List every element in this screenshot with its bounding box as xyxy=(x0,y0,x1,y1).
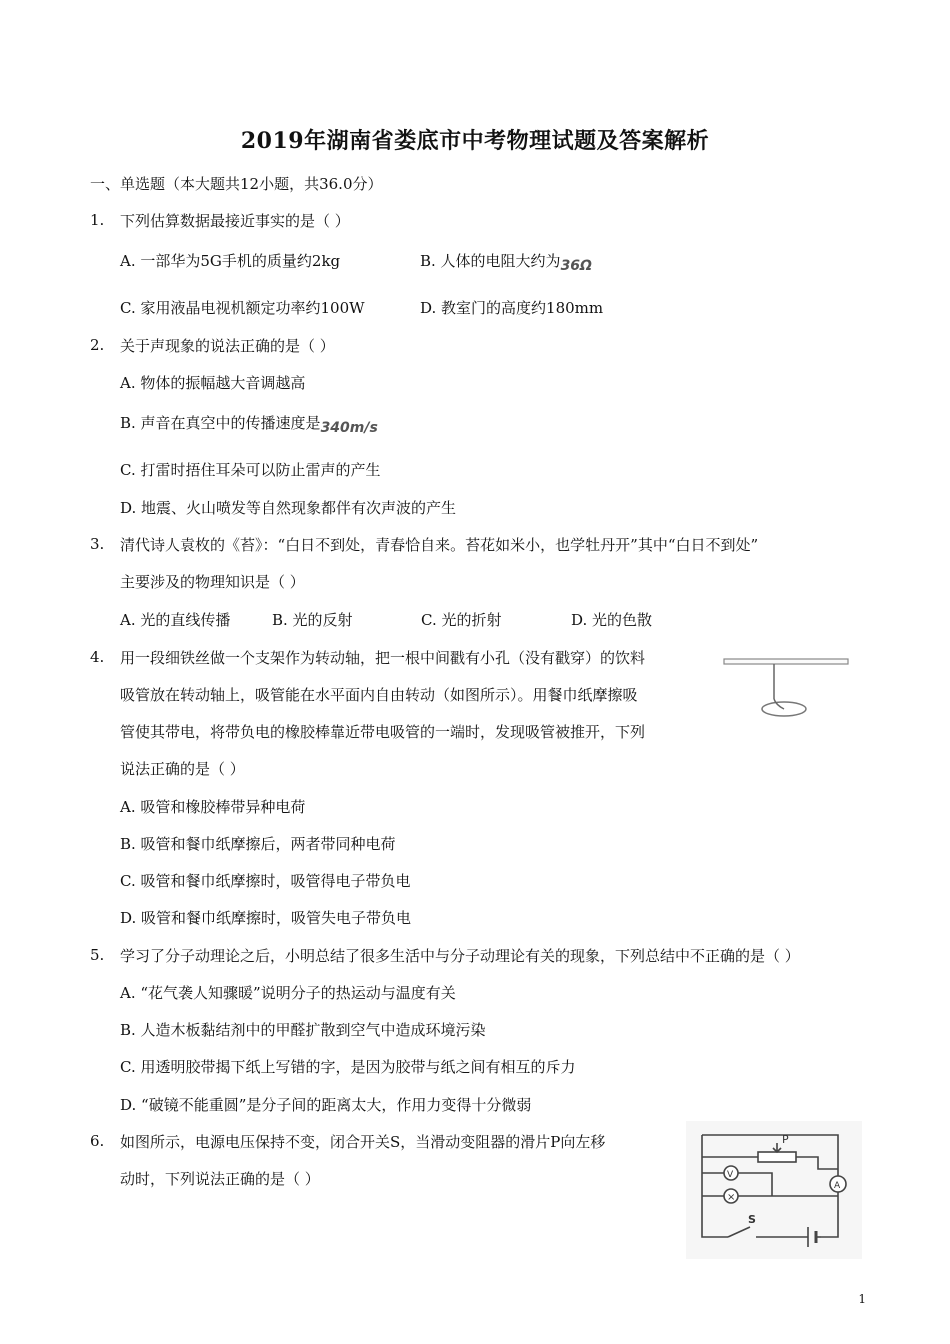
q4-stem-line2: 吸管放在转动轴上，吸管能在水平面内自由转动（如图所示）。用餐巾纸摩擦吸 xyxy=(120,686,638,704)
q5-option-c: C. 用透明胶带揭下纸上写错的字，是因为胶带与纸之间有相互的斥力 xyxy=(120,1058,576,1076)
q4-option-a: A. 吸管和橡胶棒带异种电荷 xyxy=(120,798,306,816)
lamp-label: × xyxy=(727,1192,736,1203)
q1-option-b xyxy=(420,251,592,272)
q1-number: 1. xyxy=(90,211,105,229)
voltmeter-label: V xyxy=(727,1170,734,1180)
q1-stem: 下列估算数据最接近事实的是（ ） xyxy=(120,212,350,230)
rheostat xyxy=(758,1152,796,1162)
q3-option-b: B. 光的反射 xyxy=(272,611,353,629)
q3-option-a: A. 光的直线传播 xyxy=(120,611,231,629)
q3-option-d: D. 光的色散 xyxy=(571,611,653,629)
q1-option-b-text: B. 人体的电阻大约为 xyxy=(420,252,561,270)
section-heading: 一、单选题（本大题共12小题，共36.0分） xyxy=(90,175,383,193)
switch-label: S xyxy=(748,1213,756,1226)
q3-stem-line1: 清代诗人袁枚的《苔》：“白日不到处，青春恰自来。苔花如米小，也学牡丹开”其中“白日不到处” xyxy=(120,536,759,554)
wire-bend xyxy=(774,699,784,709)
q3-option-c: C. 光的折射 xyxy=(421,611,502,629)
q4-stem-line1: 用一段细铁丝做一个支架作为转动轴，把一根中间戳有小孔（没有戳穿）的饮料 xyxy=(120,649,646,667)
q4-option-c: C. 吸管和餐巾纸摩擦时，吸管得电子带负电 xyxy=(120,872,411,890)
q4-number: 4. xyxy=(90,648,105,666)
q6-number: 6. xyxy=(90,1132,105,1150)
q1-option-c: C. 家用液晶电视机额定功率约100W xyxy=(120,299,365,317)
q5-option-b: B. 人造木板黏结剂中的甲醛扩散到空气中造成环境污染 xyxy=(120,1021,486,1039)
q2-stem: 关于声现象的说法正确的是（ ） xyxy=(120,337,335,355)
q2-option-a: A. 物体的振幅越大音调越高 xyxy=(120,374,306,392)
straw-on-pivot-figure xyxy=(722,643,852,723)
circuit-figure xyxy=(686,1121,862,1259)
q2-formula-image: 340m/s xyxy=(320,420,378,436)
q4-option-d: D. 吸管和餐巾纸摩擦时，吸管失电子带负电 xyxy=(120,909,412,927)
straw-shape xyxy=(724,659,848,664)
q5-option-a: A. “花气袭人知骤暖”说明分子的热运动与温度有关 xyxy=(120,984,456,1002)
page-title: 2019年湖南省娄底市中考物理试题及答案解析 xyxy=(240,128,710,154)
q2-option-c: C. 打雷时捂住耳朵可以防止雷声的产生 xyxy=(120,461,381,479)
q3-number: 3. xyxy=(90,535,105,553)
q1-option-a: A. 一部华为5G手机的质量约2kg xyxy=(120,252,341,270)
q4-stem-line3: 管使其带电，将带负电的橡胶棒靠近带电吸管的一端时，发现吸管被推开，下列 xyxy=(120,723,646,741)
q4-stem-line4: 说法正确的是（ ） xyxy=(120,760,245,778)
q5-stem: 学习了分子动理论之后，小明总结了很多生活中与分子动理论有关的现象，下列总结中不正确的是（ ） xyxy=(120,947,800,965)
ammeter-label: A xyxy=(834,1181,841,1191)
q2-number: 2. xyxy=(90,336,105,354)
q3-stem-line2: 主要涉及的物理知识是（ ） xyxy=(120,573,305,591)
q6-stem-line2: 动时，下列说法正确的是（ ） xyxy=(120,1170,320,1188)
q2-option-b xyxy=(120,413,378,434)
q1-option-d: D. 教室门的高度约180mm xyxy=(420,299,604,317)
page-number: 1 xyxy=(858,1292,866,1306)
q2-option-d: D. 地震、火山喷发等自然现象都伴有次声波的产生 xyxy=(120,499,457,517)
q6-stem-line1: 如图所示，电源电压保持不变，闭合开关S，当滑动变阻器的滑片P向左移 xyxy=(120,1133,606,1151)
slider-label: P xyxy=(782,1133,789,1146)
q1-formula-image: 36Ω xyxy=(560,258,592,274)
q4-option-b: B. 吸管和餐巾纸摩擦后，两者带同种电荷 xyxy=(120,835,396,853)
q5-number: 5. xyxy=(90,946,105,964)
q5-option-d: D. “破镜不能重圆”是分子间的距离太大，作用力变得十分微弱 xyxy=(120,1096,532,1114)
q2-option-b-text: B. 声音在真空中的传播速度是 xyxy=(120,414,321,432)
